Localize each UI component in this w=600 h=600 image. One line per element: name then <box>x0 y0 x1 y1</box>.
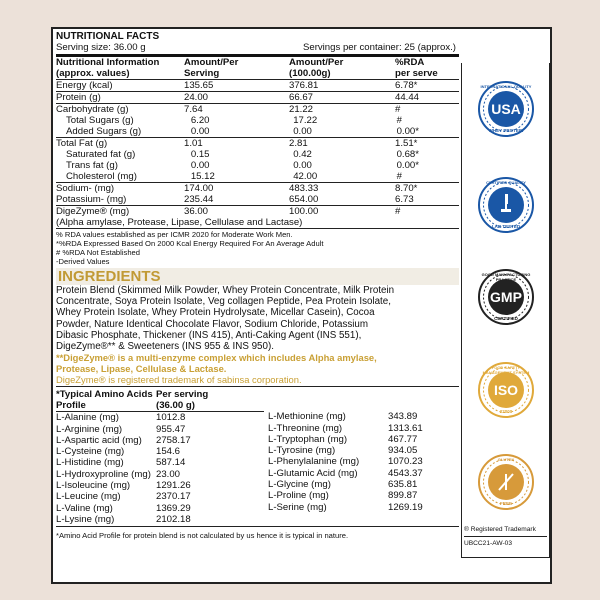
amino-row <box>56 457 268 468</box>
nutrient-serving: 135.65 <box>184 80 214 91</box>
amino-serving-sub: (36.00 g) <box>156 400 195 412</box>
ingredients-line: DigeZyme®** & Sweeteners (INS 955 & INS 950). <box>56 341 274 353</box>
nutrient-row <box>56 80 459 91</box>
ingredients-line: Dibasic Phosphate, Thickener (INS 415), Anti-Caking Agent (INS 551), <box>56 329 362 341</box>
amino-value: 1291.26 <box>156 480 191 491</box>
nutrient-row <box>56 104 459 115</box>
digezyme-trademark: DigeZyme® is registered trademark of sabinsa corporation. <box>56 374 302 386</box>
nutrient-serving: 24.00 <box>184 92 209 103</box>
nutrient-serving: 0.00 <box>190 160 210 171</box>
amino-row <box>56 503 268 514</box>
batch-code: UBCC21-AW-03 <box>464 536 547 548</box>
gluten-free-badge-icon <box>478 454 534 510</box>
nutrient-rows <box>56 80 459 217</box>
amino-header: *Typical Amino Acids <box>56 389 153 401</box>
servings-per-container: Servings per container: 25 (approx.) <box>302 42 456 53</box>
amino-value: 23.00 <box>156 468 181 480</box>
facts-title: NUTRITIONAL FACTS <box>56 31 160 42</box>
nutrient-rda: # <box>395 206 401 217</box>
amino-name: L-Proline (mg) <box>268 490 329 502</box>
nutrient-per100: 0.00 <box>293 160 312 171</box>
serving-size: Serving size: 36.00 g <box>56 42 146 53</box>
nutrient-rda: 1.51* <box>395 138 418 149</box>
badge-center-text: GMP <box>490 289 522 305</box>
amino-name: L-Threonine (mg) <box>268 422 343 434</box>
microscope-icon <box>500 194 512 214</box>
nutrient-name: DigeZyme® (mg) <box>56 206 130 217</box>
badge-top-text: GLUTEN <box>497 457 515 462</box>
nutrient-per100: 654.00 <box>289 194 319 205</box>
nutrient-name: Saturated fat (g) <box>66 149 136 160</box>
nutrient-name: Potassium- (mg) <box>56 194 127 205</box>
nutrient-row <box>56 149 459 160</box>
amino-value: 1012.8 <box>156 412 186 424</box>
header-serving-sub: Serving <box>184 68 220 79</box>
amino-value: 154.6 <box>156 446 181 458</box>
nutrient-per100: 2.81 <box>289 138 308 149</box>
nutrient-row <box>56 171 459 182</box>
badge-bottom-text: LAB TESTED <box>491 224 521 229</box>
nutrient-row <box>56 160 459 171</box>
nutrient-serving: 174.00 <box>184 183 214 194</box>
nutrient-rda: 8.70* <box>395 183 418 194</box>
nutrient-rda: # <box>396 171 402 182</box>
nutrient-name: Protein (g) <box>56 92 101 103</box>
header-per100-sub: (100.00g) <box>289 68 331 79</box>
nutrient-name: Total Sugars (g) <box>66 115 134 126</box>
amino-value: 1269.19 <box>388 501 423 513</box>
amino-value: 2758.17 <box>156 434 191 446</box>
amino-value: 1070.23 <box>388 456 423 468</box>
ingredients-heading: INGREDIENTS <box>56 268 459 285</box>
ingredients-line: Whey Protein Isolate, Whey Protein Hydrolysate, Micellar Casein), Cocoa <box>56 307 375 319</box>
nutrient-serving: 6.20 <box>190 115 210 126</box>
badge-top-text: CERTIFIED QUALITY <box>486 180 526 185</box>
nutrient-per100: 21.22 <box>289 104 314 115</box>
badge-center-text: ISO <box>493 382 519 398</box>
amino-value: 2370.17 <box>156 491 191 503</box>
footnotes <box>56 230 459 266</box>
nutrient-name: Cholesterol (mg) <box>66 171 137 182</box>
amino-row <box>56 491 268 502</box>
nutrient-row <box>56 92 459 103</box>
usa-badge-icon <box>478 81 534 137</box>
enzyme-list: (Alpha amylase, Protease, Lipase, Cellulase and Lactase) <box>56 217 303 228</box>
nutrient-per100: 0.42 <box>293 149 312 160</box>
badge-bottom-text: 22000 <box>499 409 513 414</box>
amino-name: L-Aspartic acid (mg) <box>56 434 142 446</box>
nutrient-rda: 6.73 <box>395 194 414 205</box>
nutrient-rda: # <box>396 115 402 126</box>
amino-row <box>56 446 268 457</box>
nutrient-serving: 36.00 <box>184 206 209 217</box>
amino-name: L-Alanine (mg) <box>56 412 119 424</box>
amino-name: L-Leucine (mg) <box>56 491 121 503</box>
nutrient-rda: 6.78* <box>395 80 418 91</box>
badge-top-text: INTERNATIONAL QUALITY <box>480 84 532 89</box>
gmp-badge-icon <box>478 269 534 325</box>
nutrient-rda: 0.68* <box>396 149 419 160</box>
amino-value: 1369.29 <box>156 502 191 514</box>
ingredients-line: Powder, Nature Identical Chocolate Flavor, Sodium Chloride, Potassium <box>56 318 369 330</box>
nutrient-per100: 0.00 <box>293 126 312 137</box>
nutrition-label <box>51 27 552 584</box>
ingredients-line: Protein Blend (Skimmed Milk Powder, Whey Protein Concentrate, Milk Protein <box>56 285 395 296</box>
amino-row <box>56 435 268 446</box>
nutrient-serving: 1.01 <box>184 138 203 149</box>
amino-row <box>268 445 458 456</box>
nutrient-name: Trans fat (g) <box>66 160 118 171</box>
nutrient-rda: 0.00* <box>396 160 419 171</box>
nutrient-serving: 7.64 <box>184 104 203 115</box>
nutrient-rda: 0.00* <box>396 126 419 137</box>
amino-name: L-Cysteine (mg) <box>56 446 125 458</box>
amino-left-list <box>56 412 268 525</box>
amino-name: L-Tryptophan (mg) <box>268 433 348 445</box>
amino-value: 587.14 <box>156 457 186 469</box>
header-nutrient-sub: (approx. values) <box>56 68 130 79</box>
registered-trademark: ® Registered Trademark <box>464 526 536 533</box>
nutrient-serving: 235.44 <box>184 194 214 205</box>
nutrient-per100: 100.00 <box>289 206 319 217</box>
amino-row <box>56 469 268 480</box>
header-nutrient: Nutritional Information <box>56 57 160 68</box>
amino-row <box>268 456 458 467</box>
nutrient-rda: 44.44 <box>395 92 420 103</box>
amino-row <box>268 479 458 490</box>
nutrient-per100: 376.81 <box>289 80 319 91</box>
amino-name: L-Histidine (mg) <box>56 457 124 469</box>
amino-row <box>56 514 268 525</box>
footnote-line: -Derived Values <box>56 257 110 266</box>
table-header <box>56 57 459 79</box>
amino-name: L-Hydroxyproline (mg) <box>56 468 151 480</box>
badge-top-text: FOOD SAFETY MANAGEMENT SYSTEM <box>482 365 530 375</box>
digezyme-note-2: Protease, Lipase, Cellulase & Lactase. <box>56 363 227 375</box>
nutrient-name: Carbohydrate (g) <box>56 104 129 115</box>
serving-line <box>56 42 456 53</box>
nutrient-row <box>56 138 459 149</box>
amino-value: 467.77 <box>388 433 418 445</box>
amino-name: L-Methionine (mg) <box>268 411 346 423</box>
amino-value: 955.47 <box>156 423 186 435</box>
nutrient-serving: 0.00 <box>190 126 210 137</box>
nutrient-name: Energy (kcal) <box>56 80 113 91</box>
badge-bottom-text: CERTIFIED <box>494 316 518 321</box>
amino-value: 934.05 <box>388 445 418 457</box>
amino-table <box>56 389 459 525</box>
amino-row <box>268 490 458 501</box>
footnote-line: % RDA values established as per ICMR 2020 for Moderate Work Men. <box>56 230 293 239</box>
badge-bottom-text: FREE <box>499 501 512 506</box>
amino-name: L-Isoleucine (mg) <box>56 480 131 491</box>
nutrition-panel <box>56 31 459 541</box>
lab-tested-badge-icon <box>478 177 534 233</box>
amino-row <box>56 412 268 423</box>
amino-row <box>268 468 458 479</box>
nutrient-per100: 483.33 <box>289 183 319 194</box>
nutrient-row <box>56 194 459 205</box>
nutrient-row <box>56 126 459 137</box>
amino-serving-header: Per serving <box>156 389 209 401</box>
amino-value: 899.87 <box>388 490 418 502</box>
nutrient-per100: 17.22 <box>293 115 318 126</box>
badge-top-text: GOOD MANUFACTURING PRACTICE <box>481 272 531 282</box>
footnote-line: *%RDA Expressed Based On 2000 Kcal Energy Required For An Average Adult <box>56 239 324 248</box>
header-rda-sub: per serve <box>395 68 438 79</box>
certification-column <box>461 63 550 558</box>
nutrient-serving: 0.15 <box>190 149 210 160</box>
nutrient-row <box>56 183 459 194</box>
wheat-crossed-icon <box>498 472 514 492</box>
amino-row <box>268 502 458 513</box>
amino-row <box>268 434 458 445</box>
amino-value: 4543.37 <box>388 467 423 479</box>
digezyme-note: **DigeZyme® is a multi-enzyme complex which includes Alpha amylase, <box>56 352 377 364</box>
nutrient-row <box>56 206 459 217</box>
amino-header-sub: Profile <box>56 400 86 412</box>
nutrient-name: Sodium- (mg) <box>56 183 115 194</box>
trademark-note <box>464 525 547 548</box>
amino-right-list <box>268 411 458 513</box>
ingredients-text <box>56 285 459 352</box>
amino-name: L-Glycine (mg) <box>268 479 331 490</box>
nutrient-per100: 42.00 <box>293 171 318 182</box>
header-per100: Amount/Per <box>289 57 344 68</box>
ingredients-line: Concentrate, Soya Protein Isolate, Veg collagen Peptide, Pea Protein Isolate, <box>56 296 391 308</box>
badge-center-text: USA <box>491 101 521 117</box>
header-rda: %RDA <box>395 57 425 68</box>
iso-badge-icon <box>478 362 534 418</box>
amino-name: L-Tyrosine (mg) <box>268 445 336 457</box>
nutrient-rda: # <box>395 104 401 115</box>
amino-value: 343.89 <box>388 411 418 423</box>
amino-name: L-Glutamic Acid (mg) <box>268 467 358 479</box>
footnote-line: # %RDA Not Established <box>56 248 140 257</box>
amino-value: 635.81 <box>388 479 418 490</box>
amino-row <box>268 423 458 434</box>
amino-value: 2102.18 <box>156 513 191 525</box>
amino-name: L-Serine (mg) <box>268 501 327 513</box>
amino-name: L-Lysine (mg) <box>56 513 115 525</box>
amino-row <box>268 411 458 422</box>
amino-value: 1313.61 <box>388 422 423 434</box>
amino-row <box>56 424 268 435</box>
badge-bottom-text: WHEY PROTEIN <box>488 128 524 133</box>
nutrient-row <box>56 115 459 126</box>
amino-name: L-Arginine (mg) <box>56 423 123 435</box>
nutrient-name: Added Sugars (g) <box>66 126 142 137</box>
amino-footnote: *Amino Acid Profile for protein blend is not calculated by us hence it is typical in nature. <box>56 531 349 541</box>
amino-row <box>56 480 268 491</box>
nutrient-serving: 15.12 <box>190 171 215 182</box>
amino-name: L-Valine (mg) <box>56 502 113 514</box>
nutrient-name: Total Fat (g) <box>56 138 108 149</box>
amino-name: L-Phenylalanine (mg) <box>268 456 360 468</box>
header-serving: Amount/Per <box>184 57 239 68</box>
nutrient-per100: 66.67 <box>289 92 314 103</box>
